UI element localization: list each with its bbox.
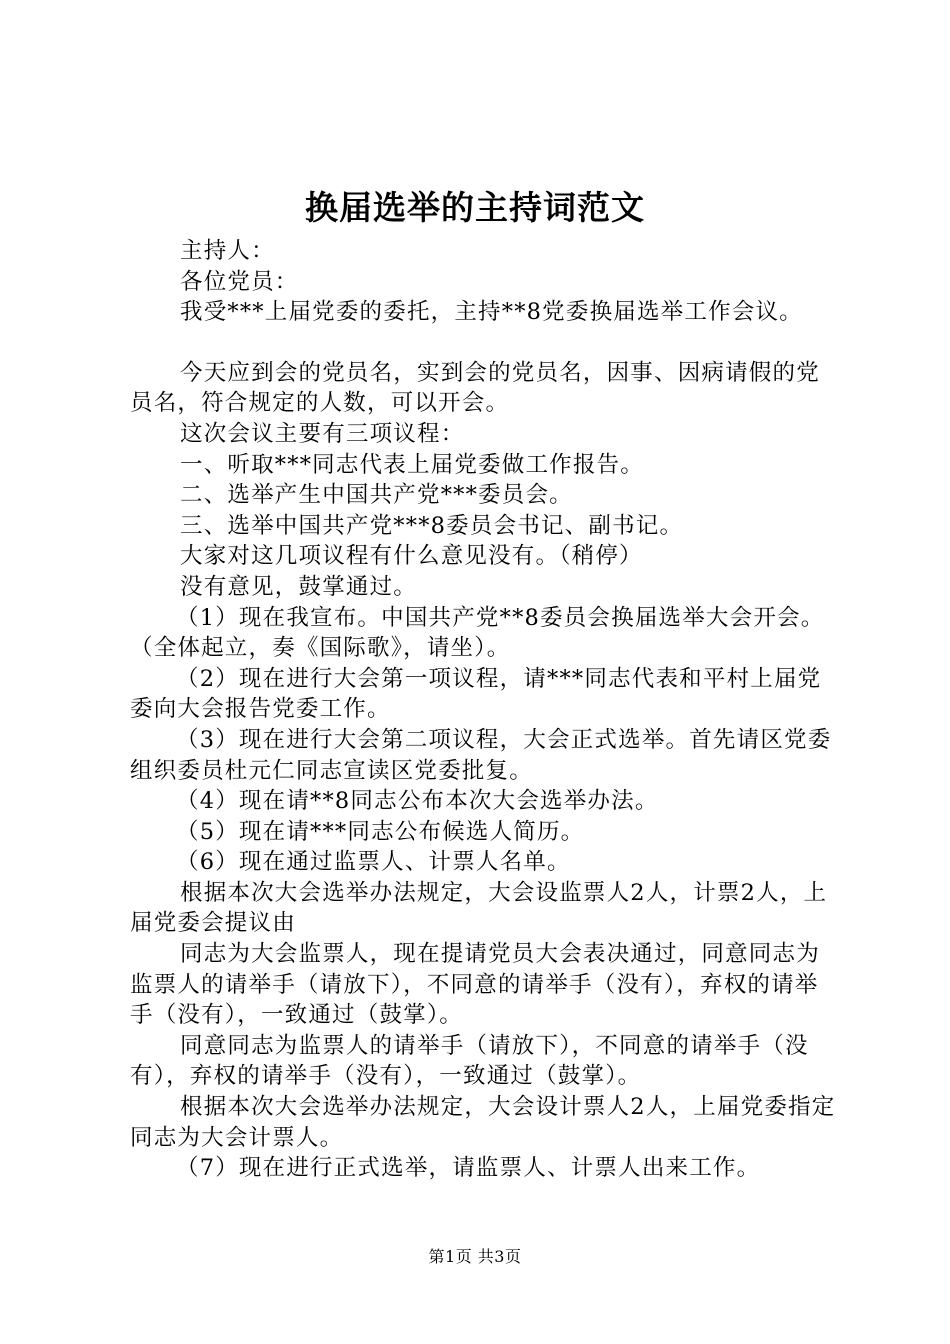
paragraph-counter-rule: 根据本次大会选举办法规定，大会设计票人2人，上届党委指定同志为大会计票人。 xyxy=(130,1094,836,1151)
paragraph-agenda-intro: 这次会议主要有三项议程： xyxy=(180,420,465,447)
step-6: （6）现在通过监票人、计票人名单。 xyxy=(176,849,571,876)
paragraph-host: 主持人： xyxy=(180,238,275,264)
step-4: （4）现在请**8同志公布本次大会选举办法。 xyxy=(176,788,659,815)
agenda-item-1: 一、听取***同志代表上届党委做工作报告。 xyxy=(180,451,644,478)
paragraph-monitor-rule: 根据本次大会选举办法规定，大会设监票人2人，计票2人，上届党委会提议由 xyxy=(130,879,828,937)
paragraph-monitor-vote: 同志为大会监票人，现在提请党员大会表决通过，同意同志为监票人的请举手（请放下），不同意的请举手（没有），弃权的请举手（没有），一致通过（鼓掌）。 xyxy=(130,941,820,1029)
step-1: （1）现在我宣布。中国共产党**8委员会换届选举大会开会。（全体起立，奏《国际歌》，请坐）。 xyxy=(130,604,825,662)
paragraph-opening: 我受***上届党委的委托，主持**8党委换届选举工作会议。 xyxy=(180,299,803,326)
page-title: 换届选举的主持词范文 xyxy=(305,188,645,227)
paragraph-approved: 没有意见，鼓掌通过。 xyxy=(180,573,418,600)
step-5: （5）现在请***同志公布候选人简历。 xyxy=(176,818,585,845)
paragraph-salutation: 各位党员： xyxy=(180,268,299,295)
step-7: （7）现在进行正式选举，请监票人、计票人出来工作。 xyxy=(176,1155,761,1182)
page-footer: 第1页 共3页 xyxy=(428,1247,522,1266)
agenda-item-2: 二、选举产生中国共产党***委员会。 xyxy=(180,482,573,509)
paragraph-monitor-vote-repeat: 同意同志为监票人的请举手（请放下），不同意的请举手（没有），弃权的请举手（没有），一致通过（鼓掌）。 xyxy=(130,1032,809,1090)
agenda-item-3: 三、选举中国共产党***8委员会书记、副书记。 xyxy=(180,512,684,539)
step-3: （3）现在进行大会第二项议程，大会正式选举。首先请区党委组织委员杜元仁同志宣读区党委批复。 xyxy=(130,726,832,784)
blank-line xyxy=(130,328,842,358)
paragraph-attendance: 今天应到会的党员名，实到会的党员名，因事、因病请假的党员名，符合规定的人数，可以开会。 xyxy=(130,359,820,417)
step-2: （2）现在进行大会第一项议程，请***同志代表和平村上届党委向大会报告党委工作。 xyxy=(130,665,822,723)
paragraph-ask-opinion: 大家对这几项议程有什么意见没有。（稍停） xyxy=(180,543,643,570)
document-body xyxy=(130,236,842,1184)
